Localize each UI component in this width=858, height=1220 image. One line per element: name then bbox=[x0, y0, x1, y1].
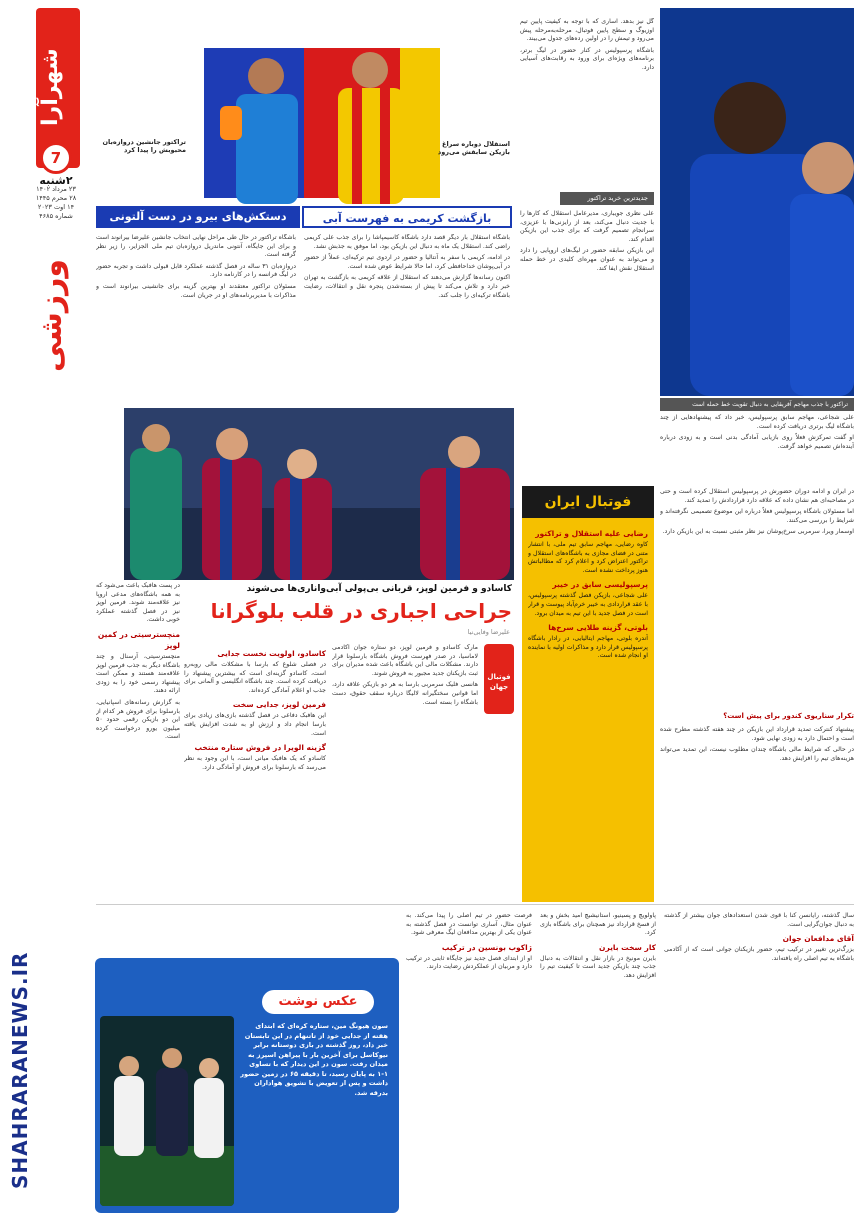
barca-sub-1: کاسادو، اولویت نخست جدایی bbox=[217, 649, 326, 658]
paragraph: منچسترسیتی، آرسنال و چند باشگاه دیگر به جذب فرمین لوپز علاقه‌مند هستند و ممکن است پیشنهاد رسمی خود را به زودی ارائه دهند. bbox=[96, 652, 180, 695]
paragraph: در پست هافبک باعث می‌شود که به همه باشگاه‌های مدعی اروپا نیز علاقه‌مند شوند. فرمین لوپز نیز در فصل گذشته عملکرد خوبی داشت. bbox=[96, 582, 180, 624]
paragraph: او از ابتدای فصل جدید نیز جایگاه ثابتی در ترکیب دارد و مربیان از عملکردش رضایت دارند. bbox=[406, 954, 532, 971]
paragraph: مسئولان تراکتور معتقدند او بهترین گزینه برای جانشینی بیرانوند است و مذاکرات با مدیربرنامه‌های او در جریان است. bbox=[96, 282, 296, 299]
paragraph: پاولویچ و پسینیو، استانیشیچ امید بخش و بعد از فسخ قرارداد نیز همچنان برای باشگاه بازی کرد. bbox=[540, 912, 656, 937]
paragraph: سال گذشته، رایانسن کنا با قوی شدن استعدادهای جوان بیشتر از گذشته به دنبال جوان‌گرایی است. bbox=[664, 912, 854, 928]
bottom-sub-1: ژاکوب بونسین در ترکیب bbox=[441, 942, 532, 952]
esteghlal-article bbox=[304, 234, 510, 398]
paragraph: این هافبک دفاعی در فصل گذشته بازی‌های زیادی برای بارسا انجام داد و ارزش او به شدت افزایش یافته است. bbox=[184, 712, 326, 737]
top-photo bbox=[184, 14, 514, 210]
section-logo: ورزشی bbox=[34, 258, 69, 372]
barca-col-3 bbox=[96, 582, 180, 894]
paragraph: او گفت تمرکزش فعلاً روی بازیابی آمادگی بدنی است و به زودی درباره آینده‌اش تصمیم خواهد گرفت. bbox=[660, 434, 854, 450]
world-football-badge bbox=[484, 644, 514, 714]
paragraph: در ایران و ادامه دوران حضورش در پرسپولیس استقلال کرده است و حتی در مصاحبه‌ای هم نشان داده که علاقه دارد قراردادش را تمدید کند. bbox=[660, 488, 854, 504]
bottom-col-1 bbox=[406, 912, 532, 1212]
paragraph: باشگاه پرسپولیس در کنار حضور در لیگ برتر، برنامه‌های ویژه‌ای برای ورود به رقابت‌های آسیایی دارد. bbox=[520, 46, 654, 71]
paragraph: بایرن مونیخ در بازار نقل و انتقالات به دنبال جذب چند بازیکن جدید است تا کیفیت تیم را افزایش دهد. bbox=[540, 954, 656, 979]
date-hijri: ۲۸ محرم ۱۴۴۵ bbox=[35, 194, 77, 202]
aks-title: عکس نوشت bbox=[262, 990, 374, 1014]
paragraph: هانسی فلیک سرمربی بارسا به هر دو بازیکن علاقه دارد، اما قوانین سختگیرانه لالیگا درباره سقف حقوق، دست باشگاه را بسته است. bbox=[332, 681, 478, 706]
barca-headline: جراحی اجباری در قلب بلوگرانا bbox=[210, 599, 512, 623]
paragraph: اوسمار ویرا، سرمربی سرخ‌پوشان نیز نظر مثبتی نسبت به این بازیکن دارد. bbox=[662, 528, 854, 536]
website-url[interactable]: SHAHRARANEWS.IR bbox=[8, 951, 32, 1189]
day-label: ۲شنبه bbox=[39, 174, 73, 187]
paragraph: آندره بلوتی، مهاجم ایتالیایی، در رادار باشگاه پرسپولیس قرار دارد و مذاکرات اولیه با نماینده او انجام شده است. bbox=[528, 635, 648, 660]
esteghlal-label: استقلال دوباره سراغ بازیکن سابقش می‌رود bbox=[437, 140, 510, 156]
barca-author: علیرضا وفایی‌نیا bbox=[467, 628, 510, 636]
headline-esteghlal bbox=[302, 206, 512, 228]
barca-photo bbox=[124, 408, 514, 580]
players-illustration bbox=[184, 14, 514, 210]
paragraph: علی شجاعی، بازیکن فصل گذشته پرسپولیس، با عقد قراردادی به خیبر خرم‌آباد پیوست و قرار است در فصل جدید با این تیم به میدان برود. bbox=[528, 592, 648, 617]
photo-caption-bar: تراکتور با جذب مهاجم آفریقایی به دنبال تقویت خط حمله است bbox=[660, 398, 854, 411]
paragraph: در ادامه، کریمی با سفر به آنتالیا و حضور در اردوی تیم ترکیه‌ای، عملاً از حضور در آبی‌پوشان خداحافظی کرد، اما حالا شرایط عوض شده است. bbox=[304, 254, 510, 270]
paragraph: اکنون رسانه‌ها گزارش می‌دهند که استقلال از علاقه کریمی به بازگشت به تهران خبر دارد و تلاش می‌کند تا پیش از بسته‌شدن پنجره نقل و انتقالات، رضایت باشگاه ترکیه‌ای را جلب کند. bbox=[304, 274, 510, 299]
paragraph: گل نیز بدهد. آساری که با توجه به کیفیت پایین تیم اوزیوگ و سطح پایین فوتبال، مرحله‌به‌مرحله پیش می‌رود و تیمش را در اولین رده‌های جدول می‌بیند. bbox=[520, 18, 654, 43]
tractor-label: تراکتور جانشین دروازه‌بان محبوبش را پیدا کرد bbox=[102, 138, 186, 154]
barca-sub-2: فرمین لوپز، جدایی سخت bbox=[232, 700, 326, 710]
headline-tractor-text: دستکش‌های بیرو در دست آلتونی bbox=[109, 210, 287, 223]
date-en: ۱۴ اوت ۲۰۲۳ bbox=[37, 203, 75, 211]
page-number: 7 bbox=[40, 142, 72, 174]
aks-photo bbox=[100, 1016, 234, 1206]
paragraph: در حالی که شرایط مالی باشگاه چندان مطلوب نیست، این تمدید می‌تواند هزینه‌های تیم را افزایش دهد. bbox=[660, 746, 854, 762]
paragraph: در فصلی شلوغ که بارسا با مشکلات مالی روبه‌رو است، کاسادو گزینه‌ای است که بیشترین پیشنهاد را دریافت کرده است. چند باشگاه انگلیسی و آلمانی برای جذب او اعلام آمادگی کرده‌اند. bbox=[184, 661, 326, 694]
section-divider bbox=[96, 904, 854, 905]
date-box bbox=[34, 176, 78, 221]
paragraph: کاسادو که یک هافبک میانی است، با این وجود به نظر می‌رسد که بارسلونا برای فروش او آمادگی دارد. bbox=[184, 755, 326, 771]
bottom-sub-3: آقای مدافعان جوان bbox=[782, 934, 854, 944]
striker-illustration bbox=[660, 8, 854, 396]
persepolis-article-2 bbox=[660, 726, 854, 902]
paragraph: علی شجاعی، مهاجم سابق پرسپولیس، خبر داد که پیشنهادهایی از چند باشگاه لیگ برتری دریافت کرده است. bbox=[660, 414, 854, 430]
bottom-sub-2: کار سخت بایرن bbox=[599, 942, 656, 952]
headline-esteghlal-text: بازگشت کریمی به فهرست آبی bbox=[322, 212, 492, 225]
iran-sub-2: پرسپولیسی سابق در خیبر bbox=[552, 580, 648, 590]
right-col-mid bbox=[520, 210, 654, 478]
paragraph: مارک کاسادو و فرمین لوپز، دو ستاره جوان آکادمی لاماسیا، در صدر فهرست فروش باشگاه بارسلونا قرار دارند. مشکلات مالی این باشگاه باعث شده مدیران برای ثبت بازیکنان جدید مجبور به فروش شوند. bbox=[332, 644, 478, 677]
paragraph: باشگاه تراکتور در حال طی مراحل نهایی انتخاب جانشین علیرضا بیرانوند است و برای این جایگاه، آنتونی ماندریل دروازه‌بان تیم ملی الجزایر، را زیر نظر گرفته است. bbox=[96, 234, 296, 259]
barca-col-2 bbox=[184, 644, 326, 894]
paragraph: فرصت حضور در تیم اصلی را پیدا می‌کند. به عنوان مثال، آساری توانست در فصل گذشته به عنوان یکی از بهترین مدافعان لیگ معرفی شود. bbox=[406, 912, 532, 937]
iran-football-title: فوتبال ایران bbox=[522, 486, 654, 518]
date-fa: ۲۳ مرداد ۱۴۰۲ bbox=[36, 185, 76, 193]
paragraph: علی نظری جویباری، مدیرعامل استقلال که کارها را با جدیت دنبال می‌کند، بعد از رایزنی‌ها با عزیزی، سرانجام تصمیم گرفت که برای جذب این بازیکن اقدام کند. bbox=[520, 210, 654, 243]
paragraph: بزرگ‌ترین تغییر در ترکیب تیم، حضور بازیکنان جوانی است که از آکادمی باشگاه به تیم اصلی راه یافته‌اند. bbox=[664, 946, 854, 962]
paragraph: باشگاه استقلال بار دیگر قصد دارد باشگاه کاسیمپاشا را برای جذب علی کریمی راضی کند. استقلال یک ماه به دنبال این بازیکن بود، اما موفق به جذبش نشد. bbox=[304, 234, 510, 250]
paragraph: اما مسئولان باشگاه پرسپولیس فعلاً درباره این موضوع تصمیمی نگرفته‌اند و شرایط را بررسی می‌کنند. bbox=[660, 508, 854, 524]
paragraph: به گزارش رسانه‌های اسپانیایی، بارسلونا برای فروش هر کدام از این دو بازیکن رقمی حدود ۵۰ میلیون یورو درخواست کرده است. bbox=[96, 698, 180, 741]
barca-col-1 bbox=[332, 644, 478, 894]
barca-kicker: کاسادو و فرمین لوپز، قربانی بی‌پولی آبی‌واناری‌ها می‌شوند bbox=[246, 584, 512, 594]
right-subhead: جدیدترین خرید تراکتور bbox=[560, 192, 654, 205]
headline-tractor bbox=[96, 206, 300, 228]
right-col-top bbox=[520, 18, 654, 188]
persepolis-article bbox=[660, 488, 854, 708]
son-illustration bbox=[100, 1016, 234, 1206]
iran-box-content bbox=[528, 524, 648, 896]
paragraph: دروازه‌بان ۳۱ ساله در فصل گذشته عملکرد قابل قبولی داشت و تجربه حضور در لیگ فرانسه را در کارنامه دارد. bbox=[96, 262, 296, 279]
masthead bbox=[0, 0, 82, 1220]
paragraph: کاوه رضایی، مهاجم سابق تیم ملی، با انتشار متنی در فضای مجازی به باشگاه‌های استقلال و تراکتور اعتراض کرد و اعلام کرد که مطالباتش هنوز پرداخت نشده است. bbox=[528, 541, 648, 574]
bottom-col-3 bbox=[664, 912, 854, 1212]
right-photo bbox=[660, 8, 854, 396]
barca-sub-4: منچسترسیتی در کمین لوپز bbox=[97, 629, 180, 650]
barca-players-illustration bbox=[124, 408, 514, 580]
barca-sub-3: گزینه الویرا در فروش ستاره منتخب bbox=[194, 743, 326, 753]
badge-label: فوتبال جهان bbox=[487, 673, 511, 691]
right-col-bottom bbox=[660, 414, 854, 480]
iran-sub-1: رضایی علیه استقلال و تراکتور bbox=[535, 529, 648, 538]
newspaper-logo: شهرآرا bbox=[38, 48, 63, 126]
iran-sub-3: بلوتی، گزینه طلایی سرخ‌ها bbox=[548, 623, 648, 633]
persepolis-subhead: تکرار سناریوی کندور برای پیش است؟ bbox=[723, 712, 854, 720]
bottom-col-2 bbox=[540, 912, 656, 1212]
tractor-article bbox=[96, 234, 296, 398]
issue-number: شماره ۴۶۸۵ bbox=[39, 212, 73, 220]
paragraph: این بازیکن سابقه حضور در لیگ‌های اروپایی را دارد و می‌تواند به عنوان مهره‌ای کلیدی در خط حمله استقلال نقش ایفا کند. bbox=[520, 247, 654, 272]
aks-text: سون هیونگ مین، ستاره کره‌ای که ابتدای هفته از جدایی خود از تاتنهام در این تابستان خبر داد، روز گذشته در بازی دوستانه برابر نیوکاسل برای آخرین بار با پیراهن اسپرز به میدان رفت. سون در این دیدار که با تساوی ۱-۱ به پایان رسید، تا دقیقه ۶۵ در زمین حضور داشت و پس از تعویض با تشویق هواداران بدرقه شد. bbox=[240, 1022, 388, 1097]
paragraph: پیشنهاد کنترکت تمدید قرارداد این بازیکن در چند هفته گذشته مطرح شده است و احتمال دارد به زودی نهایی شود. bbox=[660, 726, 854, 742]
